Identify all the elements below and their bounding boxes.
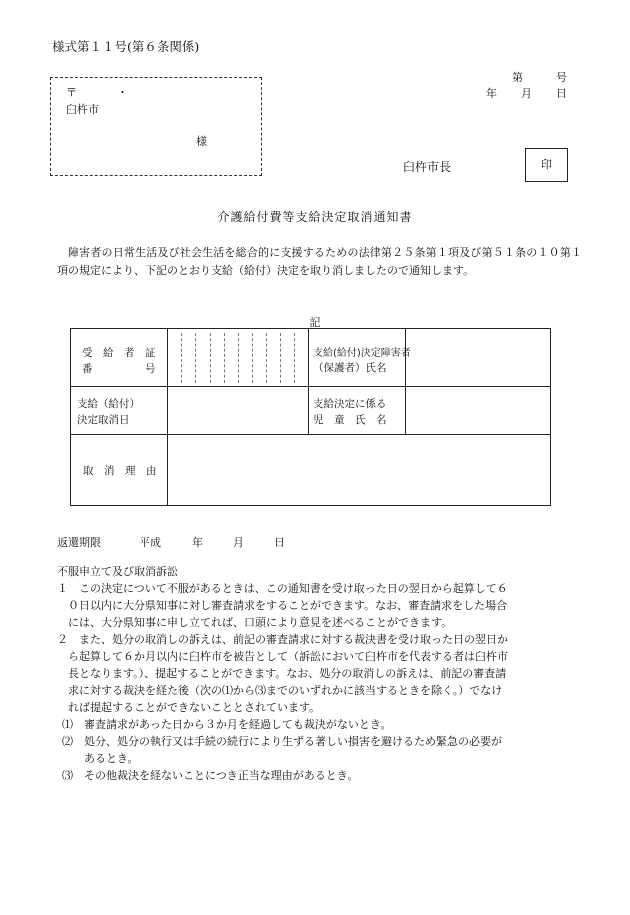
postal-separator: ・	[117, 86, 128, 99]
table-divider	[308, 329, 309, 434]
digit-divider	[266, 333, 267, 383]
appeal-line: ら起算して６か月以内に臼杵市を被告として（訴訟において臼杵市を代表する者は臼杵市	[57, 650, 508, 663]
digit-divider	[294, 333, 295, 383]
recipient-id-label-2: 番 号	[82, 363, 156, 375]
digit-divider	[238, 333, 239, 383]
ki-marker: 記	[309, 316, 321, 329]
address-city: 臼杵市	[66, 103, 99, 116]
body-paragraph-text: 障害者の日常生活及び社会生活を総合的に支援するための法律第２５条第１項及び第５１条の１０第１項の規定により、下記のとおり支給（給付）決定を取り消しましたので通知します。	[57, 246, 582, 277]
form-number: 様式第１１号(第６条関係)	[52, 39, 200, 54]
postal-mark: 〒	[66, 86, 77, 99]
table-divider	[71, 434, 550, 435]
return-day: 日	[274, 536, 285, 549]
number-dai: 第	[512, 71, 523, 84]
return-deadline-label: 返還期限	[57, 536, 101, 549]
appeal-line: ⑵ 処分、処分の執行又は手続の続行により生ずる著しい損害を避けるため緊急の必要が	[62, 735, 502, 748]
appeal-line: ０日以内に大分県知事に対し審査請求をすることができます。なお、審査請求をした場合	[57, 599, 508, 612]
return-month: 月	[233, 536, 244, 549]
appeal-line: ２ また、処分の取消しの訴えは、前記の審査請求に対する裁決書を受け取った日の翌日か	[57, 633, 508, 646]
info-table	[70, 328, 551, 506]
date-day: 日	[556, 87, 567, 100]
appeal-line: には、大分県知事に申し立てれば、口頭により意見を述べることができます。	[57, 616, 453, 629]
seal-box: 印	[525, 148, 568, 182]
return-year: 年	[192, 536, 203, 549]
appeal-line: ⑶ その他裁決を経ないことにつき正当な理由があるとき。	[62, 769, 359, 782]
digit-divider	[280, 333, 281, 383]
table-divider	[71, 386, 550, 387]
cancel-date-label: 支給（給付）	[77, 398, 140, 410]
reason-label: 取 消 理 由	[83, 465, 157, 477]
number-go: 号	[556, 71, 567, 84]
document-title: 介護給付費等支給決定取消通知書	[217, 210, 413, 224]
beneficiary-label-2: （保護者）氏名	[313, 362, 387, 374]
appeal-line: ⑴ 審査請求があった日から３か月を経過しても裁決がないとき。	[62, 718, 392, 731]
table-divider	[167, 329, 168, 434]
address-box	[50, 77, 262, 176]
appeal-line: 求に対する裁決を経た後（次の⑴から⑶までのいずれかに該当するときを除く。）でなけ	[57, 684, 503, 697]
date-month: 月	[521, 87, 532, 100]
table-divider	[167, 434, 168, 505]
appeal-line: れば提起することができないこととされています。	[57, 701, 321, 714]
appeal-line: あるとき。	[62, 752, 139, 765]
honorific-sama: 様	[196, 135, 207, 148]
appeal-line: １ この決定について不服があるときは、この通知書を受け取った日の翌日から起算して６	[57, 582, 508, 595]
appeal-line: 長となります。）、提起することができます。なお、処分の取消しの訴えは、前記の審査請	[57, 667, 507, 680]
child-name-label: 支給決定に係る	[313, 398, 387, 410]
child-name-label-2: 児 童 氏 名	[313, 414, 387, 426]
issuer-mayor: 臼杵市長	[403, 160, 452, 174]
digit-divider	[252, 333, 253, 383]
recipient-id-label: 受 給 者 証	[82, 347, 156, 359]
digit-divider	[210, 333, 211, 383]
digit-divider	[181, 333, 182, 383]
cancel-date-label-2: 決定取消日	[77, 414, 130, 426]
body-paragraph	[57, 244, 582, 279]
beneficiary-label: 支給(給付)決定障害者	[313, 348, 411, 359]
digit-divider	[195, 333, 196, 383]
appeal-heading: 不服申立て及び取消訴訟	[57, 565, 178, 578]
return-era: 平成	[139, 536, 161, 549]
digit-divider	[224, 333, 225, 383]
date-year: 年	[486, 87, 497, 100]
